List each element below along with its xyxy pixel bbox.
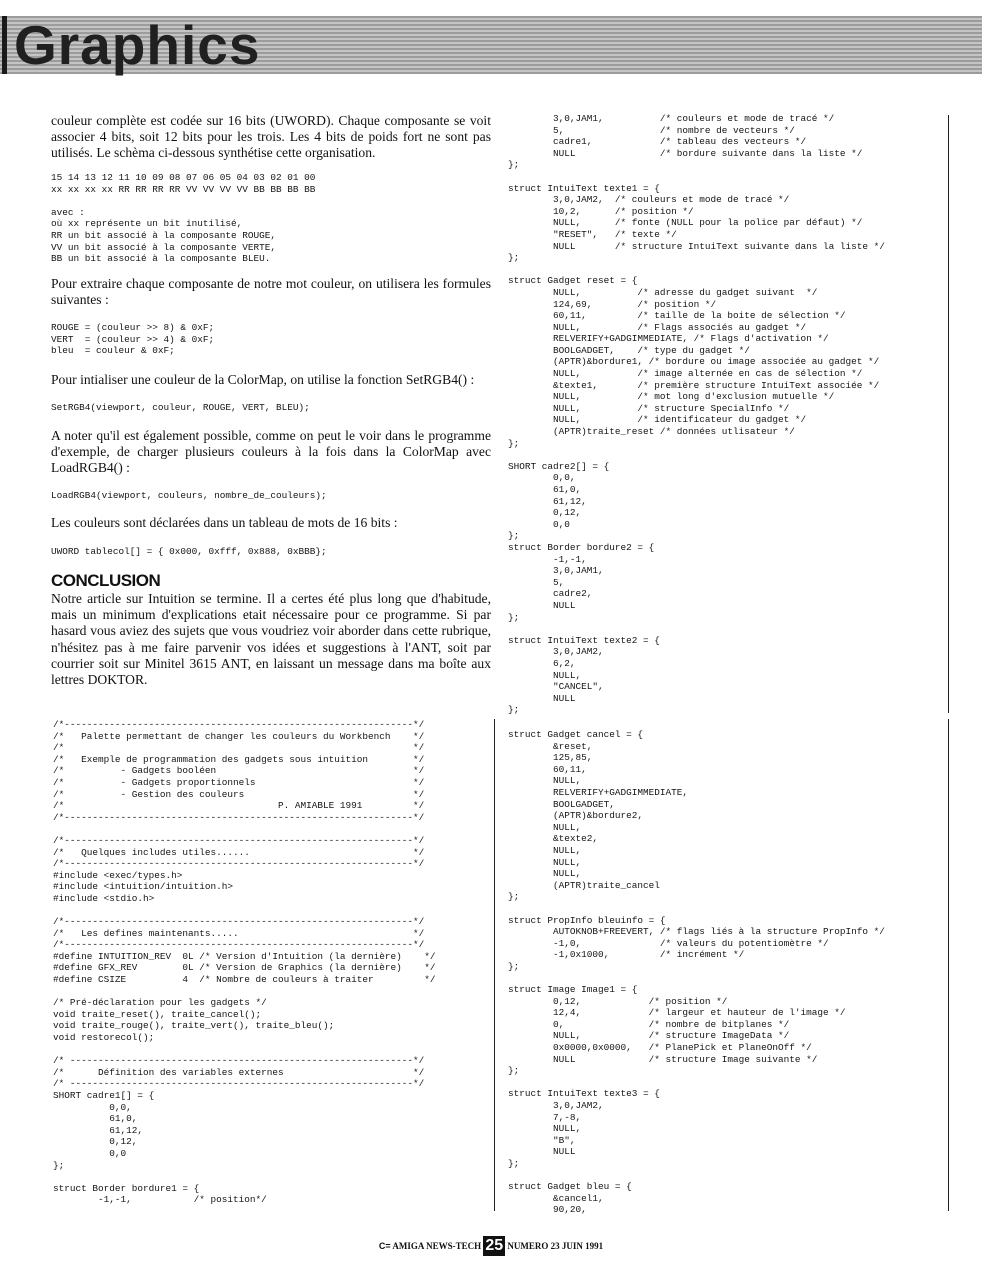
issue-info: NUMERO 23 JUIN 1991 [507, 1241, 604, 1251]
code-loadrgb4: LoadRGB4(viewport, couleurs, nombre_de_couleurs); [51, 490, 327, 501]
code-listing-right-top: 3,0,JAM1, /* couleurs et mode de tracé */ 5, /* nombre de vecteurs */ cadre1, /* tableau des vecteurs */ NULL /* bordure suivante dans la liste */ }; struct IntuiText texte1 = { 3,0,JAM2, /* couleurs et mode de tracé */ 10,2, /* position */ NULL, /* fonte (NULL pour la police par défaut) */ "RESET", /* texte */ NULL /* structure IntuiText suivante dans la liste */ }; struct Gadget reset = { NULL, /* adresse du gadget suivant */ 124,69, /* position */ 60,11, /* taille de la boite de sélection */ NULL, /* Flags associés au gadget */ RELVERIFY+GADGIMMEDIATE, /* Flags d'activation */ BOOLGADGET, /* type du gadget */ (APTR)&bordure1, /* bordure ou image associée au gadget */ NULL, /* image alternée en cas de sélection */ &texte1, /* première structure IntuiText associée */ NULL, /* mot long d'exclusion mutuelle */ NULL, /* structure SpecialInfo */ NULL, /* identificateur du gadget */ (APTR)traite_reset /* données utlisateur */ }; SHORT cadre2[] = { 0,0, 61,0, 61,12, 0,12, 0,0 }; struct Border bordure2 = { -1,-1, 3,0,JAM1, 5, cadre2, NULL }; struct IntuiText texte2 = { 3,0,JAM2, 6,2, NULL, "CANCEL", NULL }; [508, 113, 885, 716]
right-column-rule-bottom [948, 719, 949, 1211]
page-number: 25 [485, 1237, 504, 1254]
conclusion-heading: CONCLUSION [51, 571, 161, 590]
commodore-logo: C= [378, 1241, 391, 1251]
code-setrgb4: SetRGB4(viewport, couleur, ROUGE, VERT, BLEU); [51, 402, 310, 413]
right-column-rule-top [948, 115, 949, 713]
paragraph-loadrgb4: A noter qu'il est également possible, comme on peut le voir dans le programme d'exemple, de charger plusieurs couleurs à la fois dans la ColorMap avec LoadRGB4() : [51, 428, 491, 476]
paragraph-color-encoding: couleur complète est codée sur 16 bits (UWORD). Chaque composante se voit associer 4 bits, soit 12 bits pour les trois. Les 4 bits de poids fort ne sont pas utilisés. Le schèma ci-dessous synthétise cette organisation. [51, 113, 491, 161]
code-formulas: ROUGE = (couleur >> 8) & 0xF; VERT = (couleur >> 4) & 0xF; bleu = couleur & 0xF; [51, 322, 215, 357]
center-column-rule [494, 719, 495, 1211]
code-listing-right-bottom: struct Gadget cancel = { &reset, 125,85, 60,11, NULL, RELVERIFY+GADGIMMEDIATE, BOOLGADGET, (APTR)&bordure2, NULL, &texte2, NULL, NULL, NULL, (APTR)traite_cancel }; struct PropInfo bleuinfo = { AUTOKNOB+FREEVERT, /* flags liés à la structure PropInfo */ -1,0, /* valeurs du potentiomètre */ -1,0x1000, /* incrément */ }; struct Image Image1 = { 0,12, /* position */ 12,4, /* largeur et hauteur de l'image */ 0, /* nombre de bitplanes */ NULL, /* structure ImageData */ 0x0000,0x0000, /* PlanePick et PlaneOnOff */ NULL /* structure Image suivante */ }; struct IntuiText texte3 = { 3,0,JAM2, 7,-8, NULL, "B", NULL }; struct Gadget bleu = { &cancel1, 90,20, [508, 729, 885, 1216]
paragraph-setrgb4: Pour intialiser une couleur de la ColorMap, on utilise la fonction SetRGB4() : [51, 372, 475, 387]
magazine-name: AMIGA NEWS-TECH [392, 1241, 482, 1251]
code-listing-left: /*--------------------------------------------------------------*/ /* Palette permettant de changer les couleurs du Workbench */ /* */ /* Exemple de programmation des gadgets sous intuition */ /* - Gadgets booléen */ /* - Gadgets proportionnels */ /* - Gestion des couleurs */ /* P. AMIABLE 1991 */ /*--------------------------------------------------------------*/ /*--------------------------------------------------------------*/ /* Quelques includes utiles...... */ /*--------------------------------------------------------------*/ #include <exec/types.h> #include <intuition/intuition.h> #include <stdio.h> /*--------------------------------------------------------------*/ /* Les defines maintenants..... */ /*--------------------------------------------------------------*/ #define INTUITION_REV 0L /* Version d'Intuition (la dernière) */ #define GFX_REV 0L /* Version de Graphics (la dernière) */ #define CSIZE 4 /* Nombre de couleurs à traiter */ /* Pré-déclaration pour les gadgets */ void traite_reset(), traite_cancel(); void traite_rouge(), traite_vert(), traite_bleu(); void restorecol(); /* -------------------------------------------------------------*/ /* Définition des variables externes */ /* -------------------------------------------------------------*/ SHORT cadre1[] = { 0,0, 61,0, 61,12, 0,12, 0,0 }; struct Border bordure1 = { -1,-1, /* position*/ [53, 719, 436, 1206]
paragraph-color-table: Les couleurs sont déclarées dans un tableau de mots de 16 bits : [51, 515, 398, 530]
code-bit-layout: 15 14 13 12 11 10 09 08 07 06 05 04 03 02 01 00 xx xx xx xx RR RR RR RR VV VV VV VV BB BB BB BB avec : où xx représente un bit inutilisé, RR un bit associé à la composante ROUGE, VV un bit associé à la composante VERTE, BB un bit associé à la composante BLEU. [51, 172, 316, 265]
code-color-table: UWORD tablecol[] = { 0x000, 0xfff, 0x888, 0xBBB}; [51, 546, 327, 557]
footer [0, 1236, 982, 1256]
header-left-bar [2, 16, 7, 74]
paragraph-extract-components: Pour extraire chaque composante de notre mot couleur, on utilisera les formules suivantes : [51, 276, 491, 308]
paragraph-conclusion: Notre article sur Intuition se termine. Il a certes été plus long que d'habitude, mais un minimum d'explications etait nécessaire pour ce programme. Si par hasard vous aviez des sujets que vous voudriez voir aborder dans cette rubrique, n'hésitez pas à me faire parvenir vos idées et suggestions à l'ANT, soit par courrier soit sur Minitel 3615 ANT, en laissant un message dans ma boîte aux lettres DOKTOR. [51, 591, 491, 688]
section-title: Graphics [14, 14, 261, 76]
